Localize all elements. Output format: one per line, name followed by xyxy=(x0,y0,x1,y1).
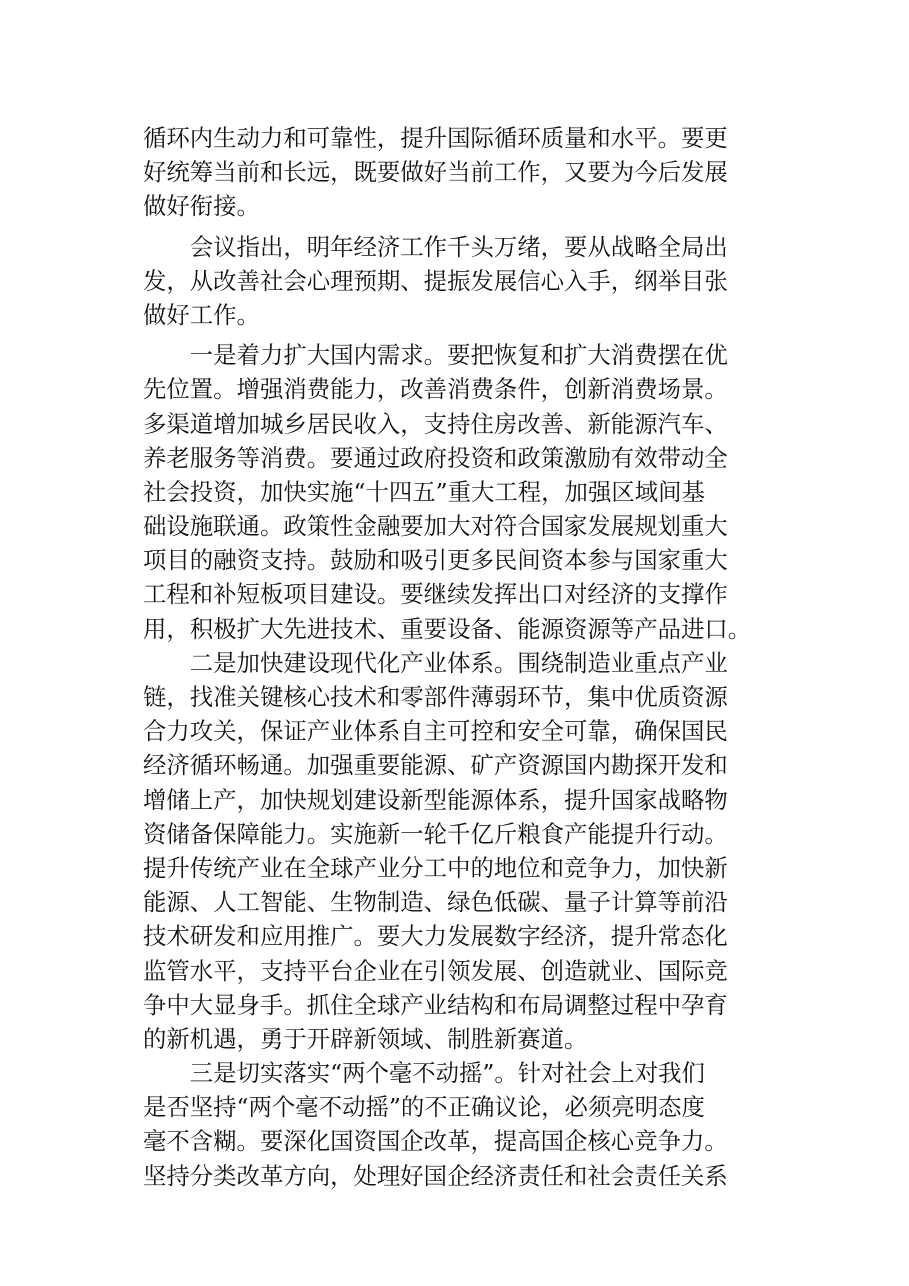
text-line: 坚持分类改革方向，处理好国企经济责任和社会责任关系 xyxy=(143,1161,728,1190)
text-line: 技术研发和应用推广。要大力发展数字经济，提升常态化 xyxy=(143,922,728,951)
text-line: 循环内生动力和可靠性，提升国际循环质量和水平。要更 xyxy=(143,124,728,152)
text-line: 监管水平，支持平台企业在引领发展、创造就业、国际竞 xyxy=(143,956,728,985)
text-line: 是否坚持“两个毫不动摇”的不正确议论，必须亮明态度 xyxy=(143,1093,705,1122)
text-line: 社会投资，加快实施“十四五”重大工程，加强区域间基 xyxy=(143,477,705,506)
text-line: 做好工作。 xyxy=(143,300,260,329)
text-line: 好统筹当前和长远，既要做好当前工作，又要为今后发展 xyxy=(143,158,728,187)
text-line: 能源、人工智能、生物制造、绿色低碳、量子计算等前沿 xyxy=(143,888,728,917)
text-line: 做好衔接。 xyxy=(143,192,260,221)
text-line: 的新机遇，勇于开辟新领域、制胜新赛道。 xyxy=(143,1024,588,1053)
text-line: 会议指出，明年经济工作千头万绪，要从战略全局出 xyxy=(143,232,728,261)
text-line: 毫不含糊。要深化国资国企改革，提高国企核心竞争力。 xyxy=(143,1127,728,1156)
text-line: 合力攻关，保证产业体系自主可控和安全可靠，确保国民 xyxy=(143,717,728,746)
text-line: 争中大显身手。抓住全球产业结构和布局调整过程中孕育 xyxy=(143,990,728,1019)
text-line: 增储上产，加快规划建设新型能源体系，提升国家战略物 xyxy=(143,785,728,814)
text-line: 多渠道增加城乡居民收入，支持住房改善、新能源汽车、 xyxy=(143,409,728,438)
text-line: 链，找准关键核心技术和零部件薄弱环节，集中优质资源 xyxy=(143,683,728,711)
text-line: 项目的融资支持。鼓励和吸引更多民间资本参与国家重大 xyxy=(143,546,728,575)
text-line: 用，积极扩大先进技术、重要设备、能源资源等产品进口。 xyxy=(143,614,752,643)
text-line: 资储备保障能力。实施新一轮千亿斤粮食产能提升行动。 xyxy=(143,819,728,848)
text-line: 提升传统产业在全球产业分工中的地位和竞争力，加快新 xyxy=(143,853,728,882)
text-line: 发，从改善社会心理预期、提振发展信心入手，纲举目张 xyxy=(143,266,728,295)
text-line: 三是切实落实“两个毫不动摇”。针对社会上对我们 xyxy=(143,1059,705,1088)
text-line: 经济循环畅通。加强重要能源、矿产资源国内勘探开发和 xyxy=(143,751,728,780)
text-line: 先位置。增强消费能力，改善消费条件，创新消费场景。 xyxy=(143,375,728,404)
text-line: 工程和补短板项目建设。要继续发挥出口对经济的支撑作 xyxy=(143,580,728,609)
document-body xyxy=(143,121,773,1193)
text-line: 养老服务等消费。要通过政府投资和政策激励有效带动全 xyxy=(143,443,728,472)
text-line: 二是加快建设现代化产业体系。围绕制造业重点产业 xyxy=(143,648,728,677)
text-line: 一是着力扩大国内需求。要把恢复和扩大消费摆在优 xyxy=(143,341,728,370)
text-line: 础设施联通。政策性金融要加大对符合国家发展规划重大 xyxy=(143,512,728,541)
